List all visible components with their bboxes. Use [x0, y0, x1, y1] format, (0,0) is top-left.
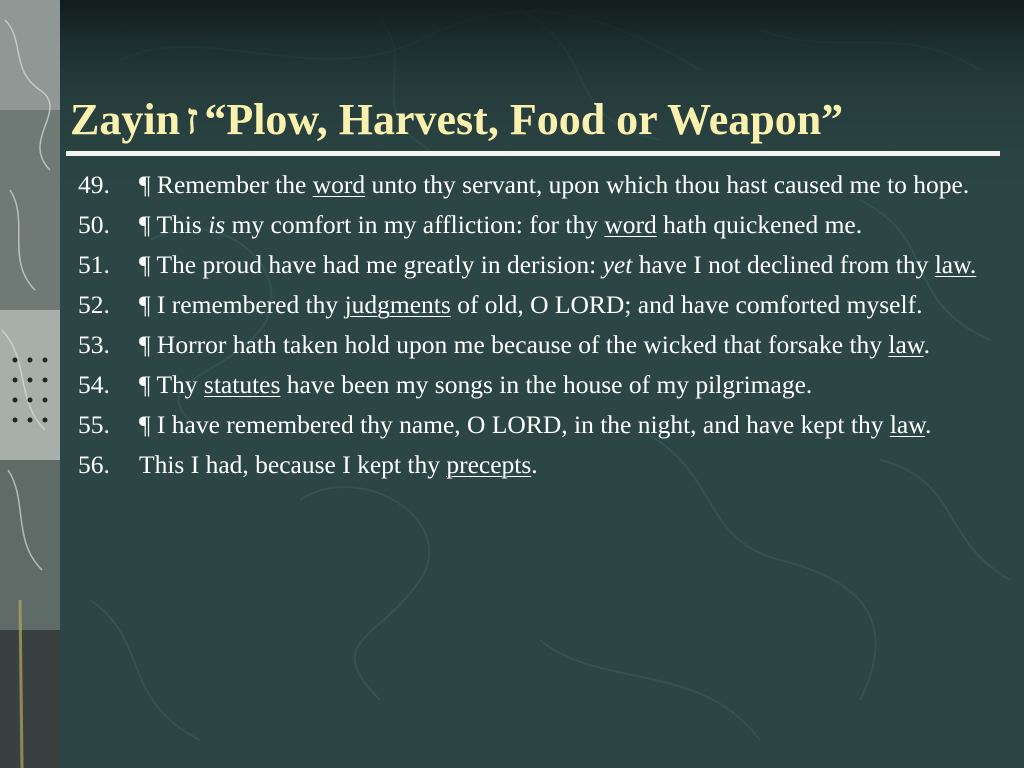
verse-item	[78, 408, 1008, 442]
verse-item	[78, 288, 1008, 322]
verse-text	[139, 208, 1008, 242]
verse-text	[139, 368, 1008, 402]
verse-item	[78, 448, 1008, 482]
underlined-word: law	[888, 330, 924, 359]
verse-text	[139, 408, 1008, 442]
verse-number: 51.	[78, 250, 110, 279]
title-prefix: Zayin	[70, 95, 181, 144]
title-divider	[66, 151, 1000, 156]
verse-text-segment: ¶ Thy	[139, 370, 204, 399]
verse-item	[78, 328, 1008, 362]
verse-text-segment: ¶ Remember the	[139, 170, 313, 199]
verse-text	[139, 288, 1008, 322]
verse-text-segment: have been my songs in the house of my pilgrimage.	[280, 370, 813, 399]
verse-text-segment: This I had, because I kept thy	[139, 450, 447, 479]
underlined-word: judgments	[344, 290, 451, 319]
italic-word: is	[208, 210, 226, 239]
verse-text-segment: my comfort in my affliction: for thy	[225, 210, 605, 239]
underlined-word: word	[312, 170, 366, 199]
decorative-map-strip	[0, 0, 60, 768]
verse-text-segment: ¶ I have remembered thy name, O LORD, in the night, and have kept thy	[139, 410, 890, 439]
underlined-word: law	[889, 410, 926, 439]
italic-word: yet	[602, 250, 633, 279]
verse-item	[78, 368, 1008, 402]
verse-text-segment: .	[531, 450, 538, 479]
verse-text	[139, 328, 1008, 362]
verse-number: 55.	[78, 410, 110, 439]
verse-item	[78, 248, 1008, 282]
verse-text-segment: ¶ This	[139, 210, 209, 239]
hebrew-letter: ז	[186, 95, 199, 144]
verse-text-segment: have I not declined from thy	[632, 250, 935, 279]
verse-text-segment: ¶ Horror hath taken hold upon me because of the wicked that forsake thy	[139, 330, 889, 359]
verse-text-segment: of old, O LORD; and have comforted myself.	[450, 290, 923, 319]
verse-text	[139, 448, 1008, 482]
verse-text-segment: .	[923, 330, 930, 359]
verse-number: 50.	[78, 210, 110, 239]
verse-text-segment: hath quickened me.	[656, 210, 863, 239]
verse-number: 52.	[78, 290, 110, 319]
verse-item	[78, 208, 1008, 242]
underlined-word: law.	[934, 250, 977, 279]
verse-text-segment: unto thy servant, upon which thou hast caused me to hope.	[365, 170, 970, 199]
verse-number: 49.	[78, 170, 110, 199]
verse-number: 54.	[78, 370, 110, 399]
verse-number: 53.	[78, 330, 110, 359]
underlined-word: word	[604, 210, 657, 239]
verse-text	[139, 168, 1008, 202]
title-quote: “Plow, Harvest, Food or Weapon”	[204, 95, 844, 144]
underlined-word: precepts	[446, 450, 532, 479]
verse-text	[139, 248, 1008, 282]
slide-title	[70, 92, 1010, 148]
verse-number: 56.	[78, 450, 110, 479]
verse-list	[78, 168, 1008, 488]
underlined-word: statutes	[203, 370, 281, 399]
verse-text-segment: .	[925, 410, 932, 439]
verse-item	[78, 168, 1008, 202]
verse-text-segment: ¶ The proud have had me greatly in derision:	[139, 250, 603, 279]
verse-text-segment: ¶ I remembered thy	[139, 290, 345, 319]
